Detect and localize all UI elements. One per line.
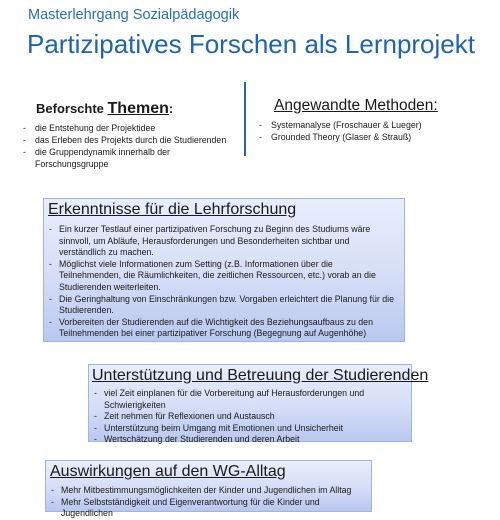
list-item: - die Entstehung der Projektidee: [22, 122, 237, 134]
findings-list: [47, 224, 397, 340]
topics-heading: [36, 100, 237, 118]
list-item: - Unterstützung beim Umgang mit Emotionen und Unsicherheit: [92, 423, 407, 435]
list-item: - Vorbereiten der Studierenden auf die Wichtigkeit des Beziehungsaufbaus zu den Teilnehmenden bei einer partizipativer Forschung (Begegnung auf Augenhöhe): [47, 317, 397, 340]
list-item: - das Erleben des Projekts durch die Studierenden: [22, 134, 237, 146]
list-item: - Grounded Theory (Glaser & Strauß): [258, 131, 488, 143]
effects-box: [45, 460, 372, 519]
list-item: - Ein kurzer Testlauf einer partizipativen Forschung zu Beginn des Studiums wäre sinnvoll, um Abläufe, Herausforderungen und Besonderheiten sichtbar und verständlich zu machen.: [47, 224, 397, 259]
list-item: - Systemanalyse (Froschauer & Lueger): [258, 119, 488, 131]
list-item: - Möglichst viele Informationen zum Setting (z.B. Informationen über die Teilnehmenden, die Räumlichkeiten, die zeitlichen Ressourcen, etc.) vorab an die Studierenden weiterleiten.: [47, 259, 397, 294]
list-item: - Zeit nehmen für Reflexionen und Austausch: [92, 411, 407, 423]
list-item: - Wertschätzung der Studierenden und deren Arbeit: [92, 434, 407, 446]
findings-heading: Erkenntnisse für die Lehrforschung: [48, 201, 297, 218]
course-subtitle: Masterlehrgang Sozialpädagogik: [28, 7, 240, 23]
list-item: - viel Zeit einplanen für die Vorbereitung auf Herausforderungen und Schwierigkeiten: [92, 388, 407, 411]
topics-heading-prefix: Beforschte: [36, 101, 108, 116]
list-item: - Mehr Selbstständigkeit und Eigenverantwortung für die Kinder und Jugendlichen: [49, 497, 367, 520]
support-list: [92, 388, 407, 446]
topics-heading-keyword: Themen: [107, 100, 169, 117]
poster-title: Partizipatives Forschen als Lernprojekt: [27, 29, 475, 59]
support-heading: Unterstützung und Betreuung der Studierenden: [92, 367, 429, 384]
list-item: - Mehr Mitbestimmungsmöglichkeiten der Kinder und Jugendlichen im Alltag: [49, 485, 367, 497]
effects-list: [49, 485, 367, 520]
findings-box: [43, 198, 405, 342]
topics-list: [22, 122, 237, 170]
topics-section: [22, 100, 237, 170]
methods-heading: Angewandte Methoden:: [274, 97, 438, 114]
list-item: - Die Geringhaltung von Einschränkungen bzw. Vorgaben erleichtert die Planung für die Studierenden.: [47, 294, 397, 317]
methods-list: [258, 119, 488, 143]
methods-section: [258, 97, 488, 143]
list-item: - die Gruppendynamik innerhalb der Forschungsgruppe: [22, 146, 237, 170]
support-box: [88, 364, 429, 445]
column-divider: [244, 82, 246, 156]
effects-heading: Auswirkungen auf den WG-Alltag: [50, 463, 286, 480]
topics-heading-colon: :: [168, 101, 174, 116]
